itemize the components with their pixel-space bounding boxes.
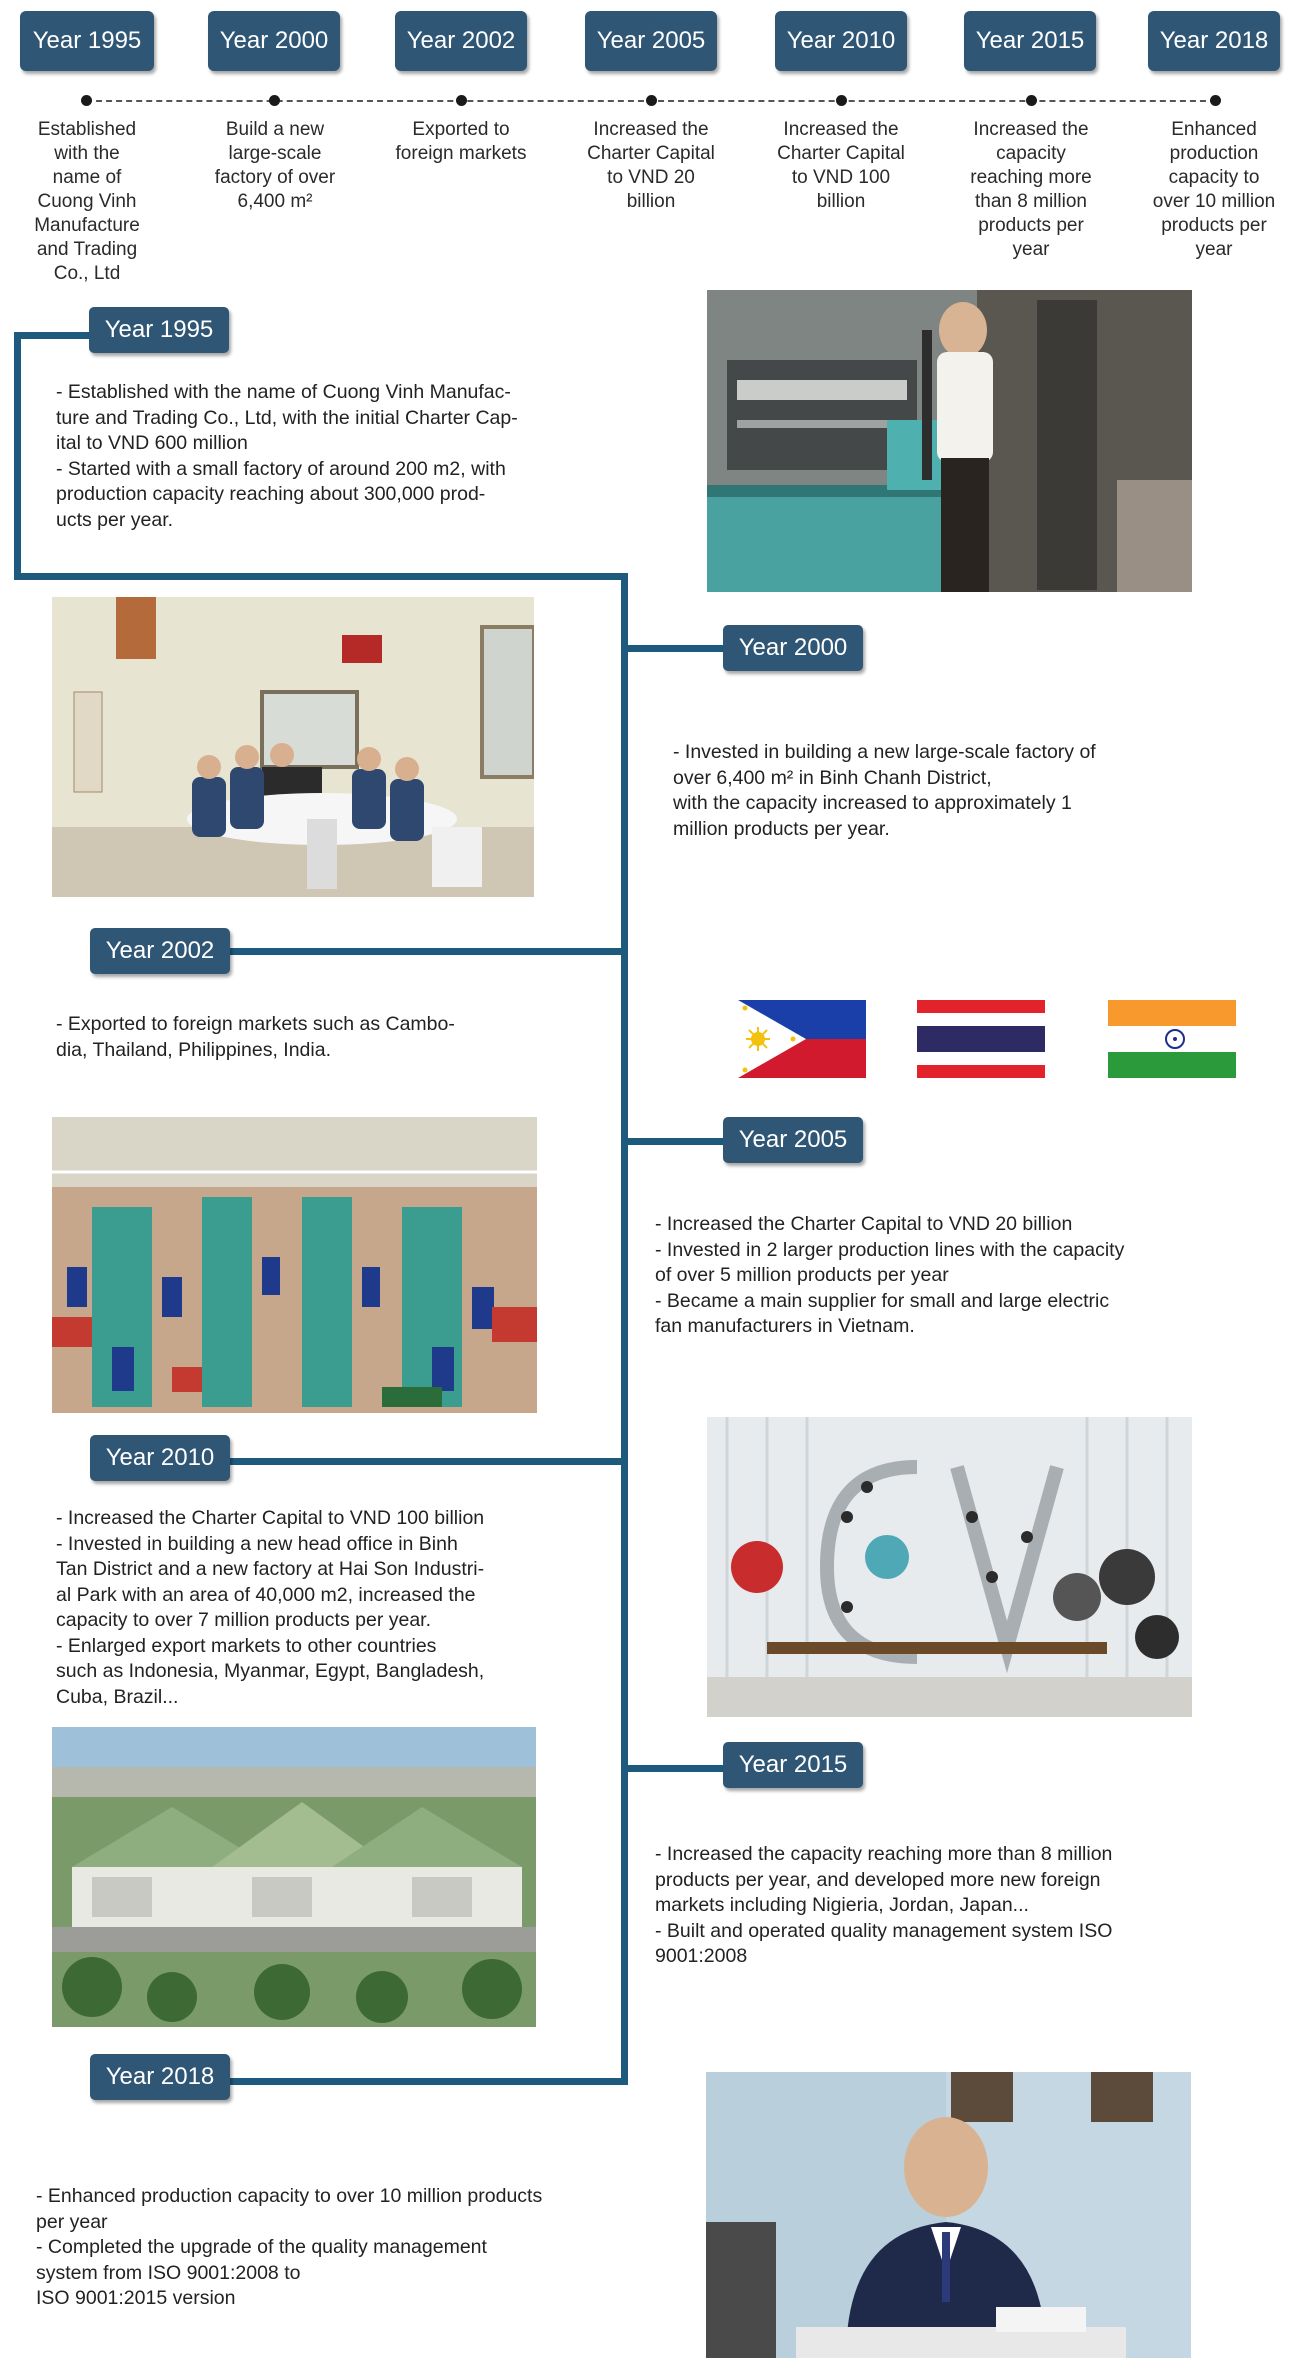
year-badge-2002: Year 2002 bbox=[90, 928, 230, 974]
philippines-flag-art bbox=[738, 1000, 866, 1078]
connector-2010 bbox=[228, 1458, 628, 1465]
overview-summary-2010: Increased the Charter Capital to VND 100 billion bbox=[777, 119, 905, 212]
year-badge-2015: Year 2015 bbox=[723, 1742, 863, 1788]
overview-dot bbox=[456, 95, 467, 106]
overview-dot bbox=[646, 95, 657, 106]
overview-badge-2002: Year 2002 bbox=[395, 11, 527, 71]
description-2015: - Increased the capacity reaching more than 8 million products per year, and developed more new foreign markets including Nigieria, Jordan, Japan... - Built and operated quality management system ISO 9001:2008 bbox=[655, 1843, 1113, 1967]
year-badge-1995: Year 1995 bbox=[89, 307, 229, 353]
connector-2002 bbox=[228, 948, 628, 955]
photo-director-portrait-art bbox=[706, 2072, 1191, 2358]
overview-dot bbox=[1026, 95, 1037, 106]
photo-director-portrait bbox=[706, 2072, 1191, 2372]
connector-1995-left bbox=[14, 332, 21, 580]
india-flag-art bbox=[1108, 1000, 1236, 1078]
india-flag-icon bbox=[1108, 1000, 1236, 1078]
overview-dot bbox=[836, 95, 847, 106]
year-badge-2018: Year 2018 bbox=[90, 2054, 230, 2100]
description-1995: - Established with the name of Cuong Vinh Manufac- ture and Trading Co., Ltd, with the initial Charter Cap- ital to VND 600 million - Started with a small factory of around 200 m2, with production capacity reaching about 300,000 prod- ucts per year. bbox=[56, 381, 518, 531]
photo-meeting-room-art bbox=[52, 597, 534, 897]
photo-founder-with-machine-art bbox=[707, 290, 1192, 592]
overview-badge-2010: Year 2010 bbox=[775, 11, 907, 71]
overview-summary-2000: Build a new large-scale factory of over 6,400 m² bbox=[214, 119, 336, 212]
overview-dot bbox=[1210, 95, 1221, 106]
overview-summary-2015: Increased the capacity reaching more than 8 million products per year bbox=[970, 119, 1092, 260]
overview-summary-2002: Exported to foreign markets bbox=[395, 119, 527, 164]
connector-1995-top bbox=[14, 332, 92, 339]
photo-meeting-room bbox=[52, 597, 534, 897]
overview-dot bbox=[81, 95, 92, 106]
photo-production-line bbox=[52, 1117, 537, 1413]
overview-badge-2015: Year 2015 bbox=[964, 11, 1096, 71]
connector-2005 bbox=[621, 1138, 723, 1145]
photo-showroom-fans bbox=[707, 1417, 1192, 1717]
philippines-flag-icon bbox=[738, 1000, 866, 1078]
connector-2000 bbox=[621, 645, 723, 652]
description-2002: - Exported to foreign markets such as Cambo- dia, Thailand, Philippines, India. bbox=[56, 1013, 455, 1061]
description-2000: - Invested in building a new large-scale factory of over 6,400 m² in Binh Chanh District, with the capacity increased to approximately 1 million products per year. bbox=[673, 741, 1096, 840]
photo-factory-aerial bbox=[52, 1727, 536, 2027]
overview-summary-2018: Enhanced production capacity to over 10 million products per year bbox=[1152, 119, 1276, 260]
overview-summary-1995: Established with the name of Cuong Vinh Manufacture and Trading Co., Ltd bbox=[34, 119, 140, 284]
photo-factory-aerial-art bbox=[52, 1727, 536, 2027]
year-badge-2010: Year 2010 bbox=[90, 1435, 230, 1481]
description-2018: - Enhanced production capacity to over 10 million products per year - Completed the upgrade of the quality management system from ISO 9001:2008 to ISO 9001:2015 version bbox=[36, 2185, 543, 2309]
connector-1995-bottom bbox=[14, 573, 628, 580]
overview-dot bbox=[269, 95, 280, 106]
connector-2018 bbox=[228, 2078, 628, 2085]
overview-badge-1995: Year 1995 bbox=[20, 11, 154, 71]
year-badge-2005: Year 2005 bbox=[723, 1117, 863, 1163]
overview-badge-2005: Year 2005 bbox=[585, 11, 717, 71]
thailand-flag-art bbox=[917, 1000, 1045, 1078]
overview-badge-2018: Year 2018 bbox=[1148, 11, 1280, 71]
thailand-flag-icon bbox=[917, 1000, 1045, 1078]
description-2005: - Increased the Charter Capital to VND 20 billion - Invested in 2 larger production lines with the capacity of over 5 million products per year - Became a main supplier for small and large electric fan manufacturers in Vietnam. bbox=[655, 1213, 1125, 1337]
photo-founder-with-machine bbox=[707, 290, 1192, 592]
photo-showroom-fans-art bbox=[707, 1417, 1192, 1717]
overview-badge-2000: Year 2000 bbox=[208, 11, 340, 71]
overview-summary-2005: Increased the Charter Capital to VND 20 billion bbox=[587, 119, 715, 212]
year-badge-2000: Year 2000 bbox=[723, 625, 863, 671]
connector-main-vertical bbox=[621, 573, 628, 2085]
connector-2015 bbox=[621, 1765, 723, 1772]
description-2010: - Increased the Charter Capital to VND 100 billion - Invested in building a new head office in Binh Tan District and a new factory at Hai Son Industri- al Park with an area of 40,000 m2, increased the capacity to over 7 million products per year. - Enlarged export markets to other countries such as Indonesia, Myanmar, Egypt, Bangladesh, Cuba, Brazil... bbox=[56, 1507, 485, 1708]
photo-production-line-art bbox=[52, 1117, 537, 1413]
